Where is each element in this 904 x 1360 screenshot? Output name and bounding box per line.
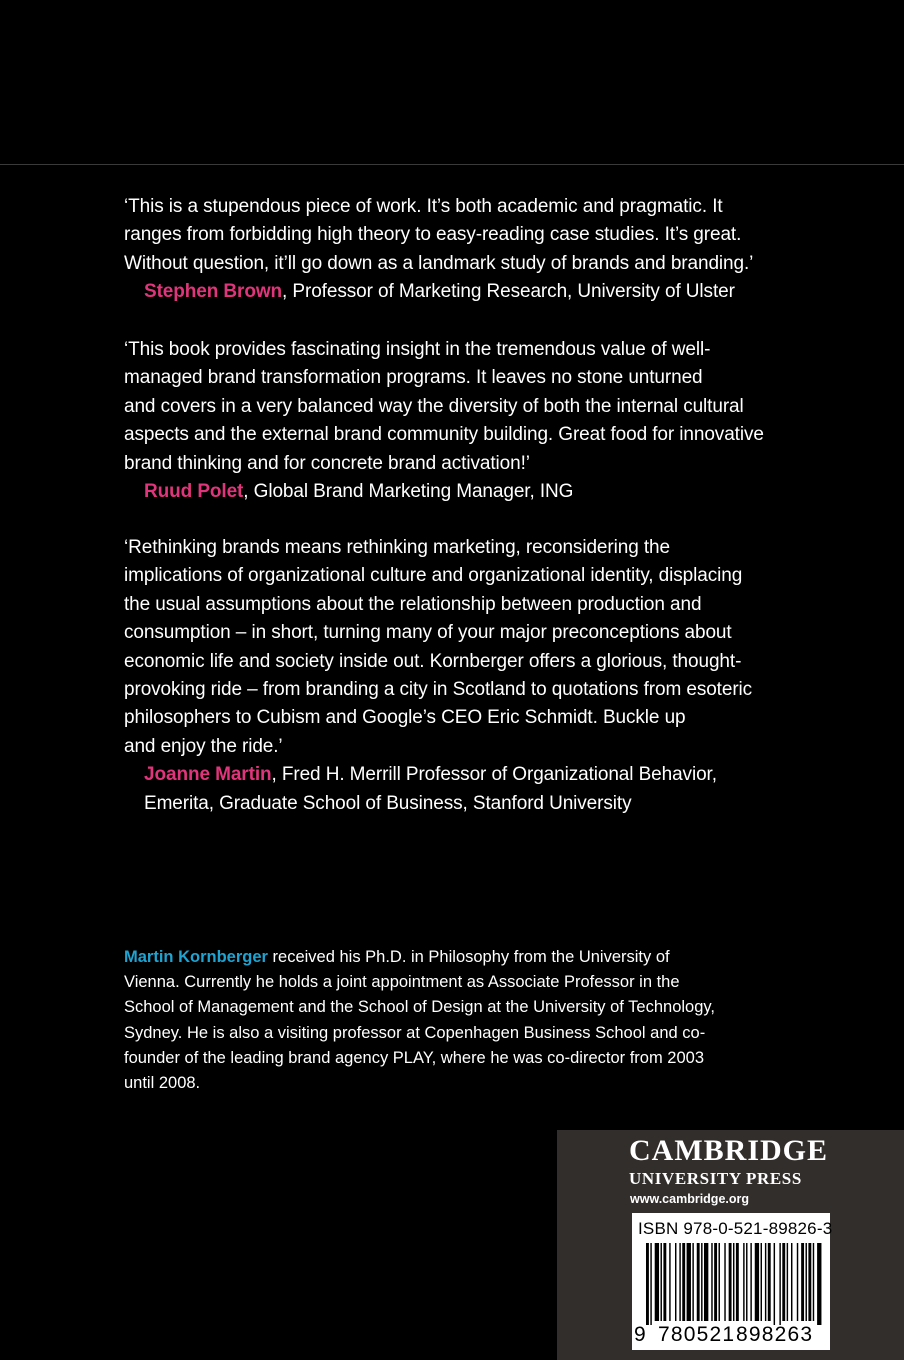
quote-line: the usual assumptions about the relationship between production and [124,593,702,615]
endorser-attribution [124,478,824,506]
barcode-bar [755,1243,759,1321]
barcode-bar [679,1243,680,1321]
quote-line: brand thinking and for concrete brand activation!’ [124,452,530,474]
barcode-bar [750,1243,751,1321]
author-name: Martin Kornberger [124,948,268,966]
isbn-barcode [632,1213,833,1350]
barcode-digit-group-2: 898263 [736,1323,814,1346]
barcode-bar [797,1243,798,1321]
isbn-label: ISBN 978-0-521-89826-3 [638,1219,833,1238]
author-bio [124,945,804,1096]
barcode-bar [663,1243,666,1321]
quote-line: ‘This is a stupendous piece of work. It’s both academic and pragmatic. It [124,196,723,217]
endorser-name: Stephen Brown [144,281,283,303]
barcode-bar [779,1243,780,1325]
barcode-bar [655,1243,659,1321]
bio-line: Vienna. Currently he holds a joint appointment as Associate Professor in the [124,973,680,992]
bio-line: School of Management and the School of Design at the University of Technology, [124,998,715,1017]
barcode-bar [761,1243,762,1321]
barcode-bar [817,1243,821,1325]
endorser-affiliation: , Professor of Marketing Research, University of Ulster [282,281,735,303]
publisher-name: CAMBRIDGE [629,1134,829,1167]
barcode-digit-lead: 9 [634,1323,646,1346]
barcode-bar [704,1243,708,1321]
barcode-bar [650,1243,651,1325]
barcode-bar [729,1243,732,1321]
barcode-bar [782,1243,785,1321]
barcode-bar [806,1243,807,1321]
barcode-bar [692,1243,693,1321]
barcode-bar [646,1243,649,1325]
barcode-bar [774,1243,775,1325]
quote-line: aspects and the external brand community building. Great food for innovative [124,424,764,446]
barcode-bar [661,1243,662,1321]
barcode-bar [808,1243,811,1321]
quote-line: and enjoy the ride.’ [124,735,283,757]
barcode-bar [787,1243,788,1321]
barcode-bar [746,1243,747,1321]
endorsement-2 [124,336,824,506]
endorser-affiliation-continued: Emerita, Graduate School of Business, Stanford University [144,792,632,814]
quote-line: economic life and society inside out. Kornberger offers a glorious, thought- [124,650,742,672]
barcode-bar [711,1243,712,1321]
barcode-bar [736,1243,739,1321]
barcode-bar [724,1243,725,1321]
barcode-bar [743,1243,744,1321]
quote-line: consumption – in short, turning many of your major preconceptions about [124,622,732,644]
barcode-bar [791,1243,792,1321]
quote-line: Without question, it’ll go down as a landmark study of brands and branding.’ [124,252,754,274]
bio-line [124,945,804,970]
publisher-subtitle: UNIVERSITY PRESS [629,1169,802,1188]
quote-line: ‘This book provides fascinating insight in the tremendous value of well- [124,339,711,360]
barcode-bar [801,1243,804,1321]
barcode-bar [733,1243,734,1321]
barcode-bar [719,1243,720,1321]
endorser-affiliation: , Fred H. Merrill Professor of Organizational Behavior, [271,764,717,786]
quote-line: and covers in a very balanced way the diversity of both the internal cultural [124,395,744,417]
barcode-bar [687,1243,691,1321]
barcode-bar [714,1243,717,1321]
barcode-bars [632,1243,830,1325]
bio-line: founder of the leading brand agency PLAY, where he was co-director from 2003 [124,1048,704,1067]
endorser-affiliation: , Global Brand Marketing Manager, ING [243,481,574,503]
barcode-bar [701,1243,702,1321]
endorsement-3 [124,534,824,818]
bio-text: received his Ph.D. in Philosophy from the University of [267,948,670,966]
bio-line: until 2008. [124,1074,201,1093]
barcode-bar [669,1243,670,1321]
barcode-bar [813,1243,814,1321]
quote-line: managed brand transformation programs. It leaves no stone unturned [124,367,703,389]
quote-line: provoking ride – from branding a city in Scotland to quotations from esoteric [124,679,753,701]
publisher-url[interactable]: www.cambridge.org [630,1192,750,1206]
endorser-name: Joanne Martin [144,764,272,786]
barcode-digit-group-1: 780521 [658,1323,736,1346]
quote-line: ‘Rethinking brands means rethinking marketing, reconsidering the [124,537,670,558]
barcode-bar [768,1243,771,1321]
barcode-bar [675,1243,676,1321]
bio-line: Sydney. He is also a visiting professor at Copenhagen Business School and co- [124,1023,706,1042]
barcode-bar [697,1243,700,1321]
barcode-bar [682,1243,685,1321]
quote-line: philosophers to Cubism and Google’s CEO Eric Schmidt. Buckle up [124,707,686,729]
barcode-bar [765,1243,766,1321]
publisher-panel [557,1130,904,1360]
endorser-name: Ruud Polet [144,481,244,503]
endorser-attribution [124,278,824,306]
top-divider [0,164,904,165]
quote-line: implications of organizational culture and organizational identity, displacing [124,565,743,587]
endorsement-1 [124,193,824,307]
endorser-attribution [124,761,824,789]
quote-line: ranges from forbidding high theory to easy-reading case studies. It’s great. [124,224,742,246]
